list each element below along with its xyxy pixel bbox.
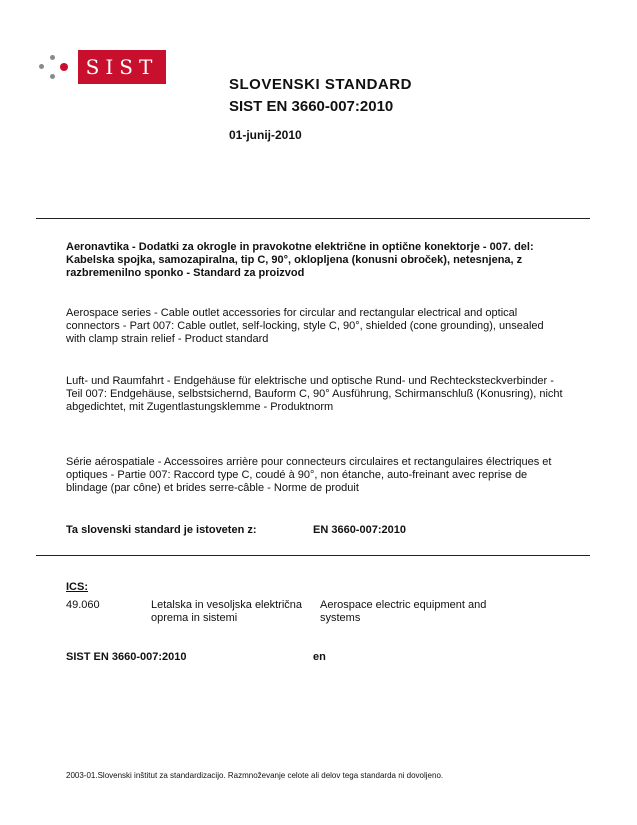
title-slovenian: Aeronavtika - Dodatki za okrogle in pravokotne električne in optične konektorje - 007. del: Kabelska spojka, samozapiralna, tip C, 90°, oklopljena (konusni obroček), netesnjena, z razbremenilno sponko - Standard za proizvod — [66, 241, 534, 279]
logo-dots-icon — [36, 50, 78, 84]
title-french: Série aérospatiale - Accessoires arrière pour connecteurs circulaires et rectangulaires électriques et optiques - Partie 007: Raccord type C, coudé à 90°, non étanche, auto-freinant avec reprise de blindage (par cône) et brides serre-câble - Norme de produit — [66, 456, 552, 494]
logo-wordmark: SIST — [78, 50, 166, 84]
standard-type: SLOVENSKI STANDARD — [229, 76, 412, 93]
ics-code: 49.060 — [66, 599, 100, 611]
logo-dot — [50, 55, 55, 60]
top-divider — [36, 218, 590, 219]
ics-description-en: Aerospace electric equipment and systems — [320, 599, 487, 624]
standard-number: SIST EN 3660-007:2010 — [229, 98, 394, 115]
sist-logo — [36, 50, 166, 84]
bottom-divider — [36, 555, 590, 556]
logo-dot — [50, 74, 55, 79]
title-english: Aerospace series - Cable outlet accessories for circular and rectangular electrical and optical connectors - Part 007: Cable outlet, self-locking, style C, 90°, shielded (cone grounding), unsealed with clamp strain relief - Product standard — [66, 307, 544, 345]
logo-dot — [39, 64, 44, 69]
logo-dot-accent — [60, 63, 68, 71]
identical-value: EN 3660-007:2010 — [313, 524, 406, 536]
publication-date: 01-junij-2010 — [229, 128, 302, 142]
copyright-footer: 2003-01.Slovenski inštitut za standardizacijo. Razmnoževanje celote ali delov tega standarda ni dovoljeno. — [66, 771, 444, 780]
ics-description-sl: Letalska in vesoljska električna oprema in sistemi — [151, 599, 303, 624]
ics-label: ICS: — [66, 581, 88, 593]
title-german: Luft- und Raumfahrt - Endgehäuse für elektrische und optische Rund- und Rechtecksteckverbinder - Teil 007: Endgehäuse, selbstsichernd, Bauform C, 90° Ausführung, Schirmanschluß (Konusring), nicht abgedichtet, mit Zugentlastungsklemme - Produktnorm — [66, 375, 563, 413]
reference-code: SIST EN 3660-007:2010 — [66, 651, 187, 663]
reference-language: en — [313, 651, 326, 663]
identical-label: Ta slovenski standard je istoveten z: — [66, 524, 257, 536]
